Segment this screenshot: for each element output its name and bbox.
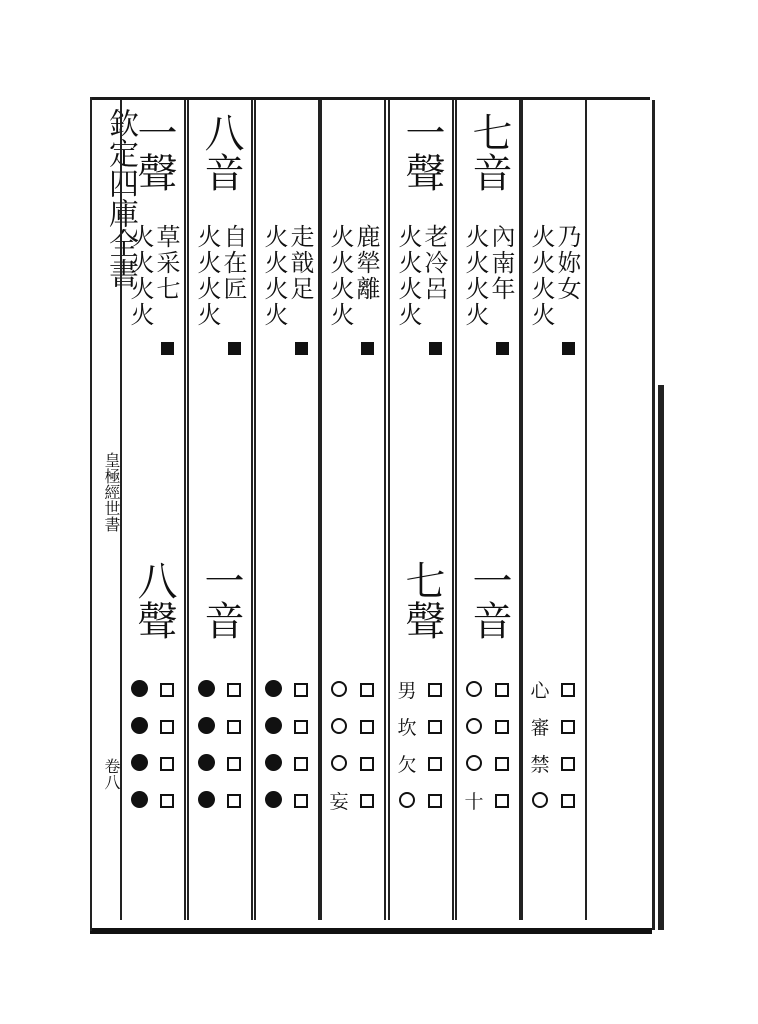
lower-left-2-2-dot [198,717,215,734]
lower-left-5-3 [396,754,418,776]
upper-heading-1: 一聲 [131,112,177,192]
lower-left-1-4-dot [131,791,148,808]
lower-heading-5: 七聲 [399,560,445,640]
upper-fire-5: 火火火火 [394,224,422,328]
lower-right-5-4 [424,791,446,813]
lower-left-3-2-dot [265,717,282,734]
lower-left-3-4-dot [265,791,282,808]
lower-right-6-3 [491,754,513,776]
lower-heading-6: 一音 [466,560,512,640]
lower-left-1-2-dot [131,717,148,734]
upper-heading-2: 八音 [198,112,244,192]
lower-right-4-4-box [360,794,374,808]
lower-right-3-3 [290,754,312,776]
lower-heading-1: 八聲 [131,560,177,640]
lower-left-6-3-ring [466,755,482,771]
lower-left-4-1 [328,680,350,702]
frame-right-thick-border [658,385,664,930]
lower-right-1-2 [156,717,178,739]
frame-left-border [90,97,92,931]
lower-right-5-3 [424,754,446,776]
lower-right-7-3 [557,754,579,776]
upper-fire-6: 火火火火 [461,224,489,328]
lower-right-2-1 [223,680,245,702]
upper-chars-5: 老冷呂 [420,224,448,302]
lower-right-7-1-box [561,683,575,697]
lower-left-1-1 [128,680,150,702]
frame-right-border [652,100,655,930]
lower-left-7-4 [529,791,551,813]
lower-right-5-2-box [428,720,442,734]
lower-left-5-1 [396,680,418,702]
lower-left-3-4 [262,791,284,813]
upper-mark-6 [491,338,513,360]
lower-right-7-4 [557,791,579,813]
lower-left-5-2-glyph: 坎 [397,717,417,739]
lower-left-4-2-ring [331,718,347,734]
upper-mark-7-block [562,342,575,355]
upper-fire-1: 火火火火 [126,224,154,328]
lower-left-7-3 [529,754,551,776]
lower-right-1-1-box [160,683,174,697]
lower-right-4-2 [356,717,378,739]
lower-left-1-3-dot [131,754,148,771]
upper-mark-5 [424,338,446,360]
lower-left-3-3 [262,754,284,776]
lower-right-7-4-box [561,794,575,808]
lower-right-2-2 [223,717,245,739]
lower-right-2-3-box [227,757,241,771]
lower-left-2-1-dot [198,680,215,697]
lower-right-6-4 [491,791,513,813]
lower-right-3-4-box [294,794,308,808]
upper-mark-4-block [361,342,374,355]
lower-right-6-1-box [495,683,509,697]
lower-right-4-1-box [360,683,374,697]
upper-chars-4: 鹿犖離 [352,224,380,302]
margin-book-title: 欽定四庫全書 [103,108,138,288]
lower-right-1-4-box [160,794,174,808]
lower-right-3-1 [290,680,312,702]
lower-left-7-2 [529,717,551,739]
lower-right-7-2-box [561,720,575,734]
lower-left-2-3-dot [198,754,215,771]
lower-left-4-3-ring [331,755,347,771]
lower-left-6-4 [463,791,485,813]
lower-left-7-1-glyph: 心 [530,680,550,702]
lower-left-5-2 [396,717,418,739]
lower-left-2-3 [195,754,217,776]
lower-right-6-4-box [495,794,509,808]
upper-mark-3 [290,338,312,360]
lower-left-2-2 [195,717,217,739]
upper-chars-7: 乃妳女 [553,224,581,302]
upper-mark-1 [156,338,178,360]
margin-page-number: 卷八 [102,758,121,790]
upper-fire-2: 火火火火 [193,224,221,328]
lower-right-6-2 [491,717,513,739]
lower-right-4-3-box [360,757,374,771]
lower-right-5-2 [424,717,446,739]
lower-left-1-1-dot [131,680,148,697]
lower-right-1-2-box [160,720,174,734]
lower-left-5-1-glyph: 男 [397,680,417,702]
lower-left-1-4 [128,791,150,813]
lower-left-5-3-glyph: 欠 [397,754,417,776]
lower-left-3-1-dot [265,680,282,697]
lower-left-3-3-dot [265,754,282,771]
lower-right-1-3-box [160,757,174,771]
lower-right-5-3-box [428,757,442,771]
upper-mark-2 [223,338,245,360]
lower-right-5-4-box [428,794,442,808]
lower-right-6-2-box [495,720,509,734]
frame-bottom-border [90,928,652,934]
lower-left-4-4-glyph: 妄 [329,791,349,813]
lower-left-2-4 [195,791,217,813]
lower-left-6-2 [463,717,485,739]
lower-left-7-2-glyph: 審 [530,717,550,739]
margin-book-subtitle: 皇極經世書 [102,452,121,532]
lower-right-6-1 [491,680,513,702]
lower-left-4-3 [328,754,350,776]
lower-left-2-1 [195,680,217,702]
lower-left-4-2 [328,717,350,739]
lower-right-1-3 [156,754,178,776]
lower-left-7-1 [529,680,551,702]
lower-left-6-4-glyph: 十 [464,791,484,813]
lower-left-4-1-ring [331,681,347,697]
lower-right-2-3 [223,754,245,776]
lower-right-7-1 [557,680,579,702]
upper-mark-5-block [429,342,442,355]
upper-fire-3: 火火火火 [260,224,288,328]
upper-chars-6: 內南年 [487,224,515,302]
lower-left-2-4-dot [198,791,215,808]
lower-right-3-2 [290,717,312,739]
lower-right-1-1 [156,680,178,702]
upper-mark-1-block [161,342,174,355]
upper-heading-5: 一聲 [399,112,445,192]
lower-right-5-1 [424,680,446,702]
lower-right-4-4 [356,791,378,813]
lower-heading-2: 一音 [198,560,244,640]
upper-mark-3-block [295,342,308,355]
lower-left-7-4-ring [532,792,548,808]
lower-right-2-4 [223,791,245,813]
lower-right-5-1-box [428,683,442,697]
upper-heading-6: 七音 [466,112,512,192]
lower-left-6-1 [463,680,485,702]
lower-right-3-2-box [294,720,308,734]
lower-left-4-4 [328,791,350,813]
upper-mark-7 [557,338,579,360]
lower-right-4-3 [356,754,378,776]
lower-right-7-2 [557,717,579,739]
upper-mark-4 [356,338,378,360]
lower-right-3-4 [290,791,312,813]
upper-fire-4: 火火火火 [326,224,354,328]
lower-right-4-2-box [360,720,374,734]
lower-left-1-3 [128,754,150,776]
upper-chars-2: 自在匠 [219,224,247,302]
upper-chars-3: 走戠足 [286,224,314,302]
upper-fire-7: 火火火火 [527,224,555,328]
upper-mark-6-block [496,342,509,355]
lower-left-6-3 [463,754,485,776]
lower-left-3-1 [262,680,284,702]
lower-left-3-2 [262,717,284,739]
lower-right-3-3-box [294,757,308,771]
lower-right-4-1 [356,680,378,702]
upper-mark-2-block [228,342,241,355]
lower-left-6-1-ring [466,681,482,697]
lower-right-7-3-box [561,757,575,771]
lower-left-7-3-glyph: 禁 [530,754,550,776]
lower-right-3-1-box [294,683,308,697]
lower-right-2-2-box [227,720,241,734]
lower-right-2-1-box [227,683,241,697]
lower-right-6-3-box [495,757,509,771]
lower-left-6-2-ring [466,718,482,734]
lower-left-5-4 [396,791,418,813]
lower-left-1-2 [128,717,150,739]
lower-right-2-4-box [227,794,241,808]
lower-left-5-4-ring [399,792,415,808]
upper-chars-1: 草采七 [152,224,180,302]
lower-right-1-4 [156,791,178,813]
